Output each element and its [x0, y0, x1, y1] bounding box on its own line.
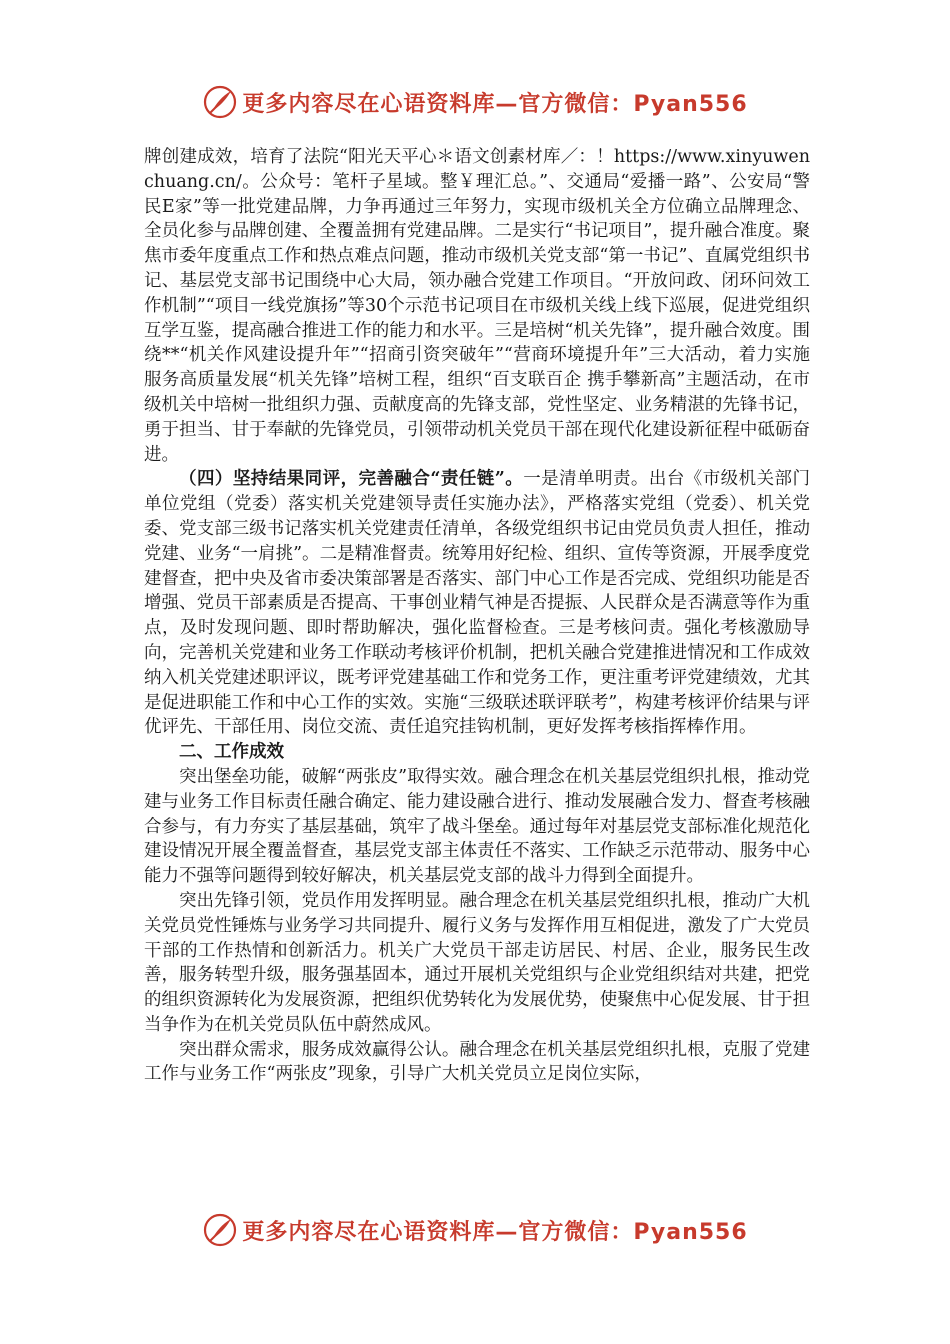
quill-logo-icon: [202, 84, 238, 120]
quill-logo-icon: [202, 1212, 238, 1248]
header-banner: [0, 80, 950, 124]
paragraph-public-needs: 突出群众需求，服务成效赢得公认。融合理念在机关基层党组织扎根，克服了党建工作与业务工作“两张皮”现象，引导广大机关党员立足岗位实际，: [144, 1039, 810, 1085]
document-body: [144, 145, 810, 1087]
paragraph-responsibility-chain: [144, 467, 810, 740]
section-body-text: 一是清单明责。出台《市级机关部门单位党组（党委）落实机关党建领导责任实施办法》，严格落实党组（党委）、机关党委、党支部三级书记落实机关党建责任清单，各级党组织书记由党员负责人担任，推动党建、业务“一肩挑”。二是精准督责。统筹用好纪检、组织、宣传等资源，开展季度党建督查，把中央及省市委决策部署是否落实、部门中心工作是否完成、党组织功能是否增强、党员干部素质是否提高、干事创业精气神是否提振、人民群众是否满意等作为重点，及时发现问题、即时帮助解决，强化监督检查。三是考核问责。强化考核激励导向，完善机关党建和业务工作联动考核评价机制，把机关融合党建推进情况和工作成效纳入机关党建述职评议，既考评党建基础工作和党务工作，更注重考评党建绩效，尤其是促进职能工作和中心工作的实效。实施“三级联述联评联考”，构建考核评价结果与评优评先、干部任用、岗位交流、责任追究挂钩机制，更好发挥考核指挥棒作用。: [144, 469, 810, 738]
banner-text: 更多内容尽在心语资料库—官方微信：Pyan556: [242, 91, 748, 117]
paragraph-brand-projects: 牌创建成效，培育了法院“阳光天平心＊语文创素材库／：！https://www.xinyuwenchuang.cn/。公众号：笔杆子星域。整￥理汇总。”、交通局“爱播一路”、公安局“警民E家”等一批党建品牌，力争再通过三年努力，实现市级机关全方位确立品牌理念、全员化参与品牌创建、全覆盖拥有党建品牌。二是实行“书记项目”，提升融合准度。聚焦市委年度重点工作和热点难点问题，推动市级机关党支部“第一书记”、直属党组织书记、基层党支部书记围绕中心大局，领办融合党建工作项目。“开放问政、闭环问效工作机制”“项目一线党旗扬”等30个示范书记项目在市级机关线上线下巡展，促进党组织互学互鉴，提高融合推进工作的能力和水平。三是培树“机关先锋”，提升融合效度。围绕**“机关作风建设提升年”“招商引资突破年”“营商环境提升年”三大活动，着力实施服务高质量发展“机关先锋”培树工程，组织“百支联百企 携手攀新高”主题活动，在市级机关中培树一批组织力强、贡献度高的先锋支部，党性坚定、业务精湛的先锋书记，勇于担当、甘于奉献的先锋党员，引领带动机关党员干部在现代化建设新征程中砥砺奋进。: [144, 147, 810, 465]
banner-text: 更多内容尽在心语资料库—官方微信：Pyan556: [242, 1219, 748, 1245]
section-heading-results: 二、工作成效: [179, 742, 284, 763]
footer-banner: [0, 1208, 950, 1252]
paragraph-vanguard-leading: 突出先锋引领，党员作用发挥明显。融合理念在机关基层党组织扎根，推动广大机关党员党性锤炼与业务学习共同提升、履行义务与发挥作用互相促进，激发了广大党员干部的工作热情和创新活力。机关广大党员干部走访居民、村居、企业，服务民生改善，服务转型升级，服务强基固本，通过开展机关党组织与企业党组织结对共建，把党的组织资源转化为发展资源，把组织优势转化为发展优势，使聚焦中心促发展、甘于担当争作为在机关党员队伍中蔚然成风。: [144, 890, 810, 1035]
paragraph-fortress-function: 突出堡垒功能，破解“两张皮”取得实效。融合理念在机关基层党组织扎根，推动党建与业务工作目标责任融合确定、能力建设融合进行、推动发展融合发力、督查考核融合参与，有力夯实了基层基础，筑牢了战斗堡垒。通过每年对基层党支部标准化规范化建设情况开展全覆盖督查，基层党支部主体责任不落实、工作缺乏示范带动、服务中心能力不强等问题得到较好解决，机关基层党支部的战斗力得到全面提升。: [144, 766, 810, 887]
section-lead-title: （四）坚持结果同评，完善融合“责任链”。: [179, 469, 524, 490]
